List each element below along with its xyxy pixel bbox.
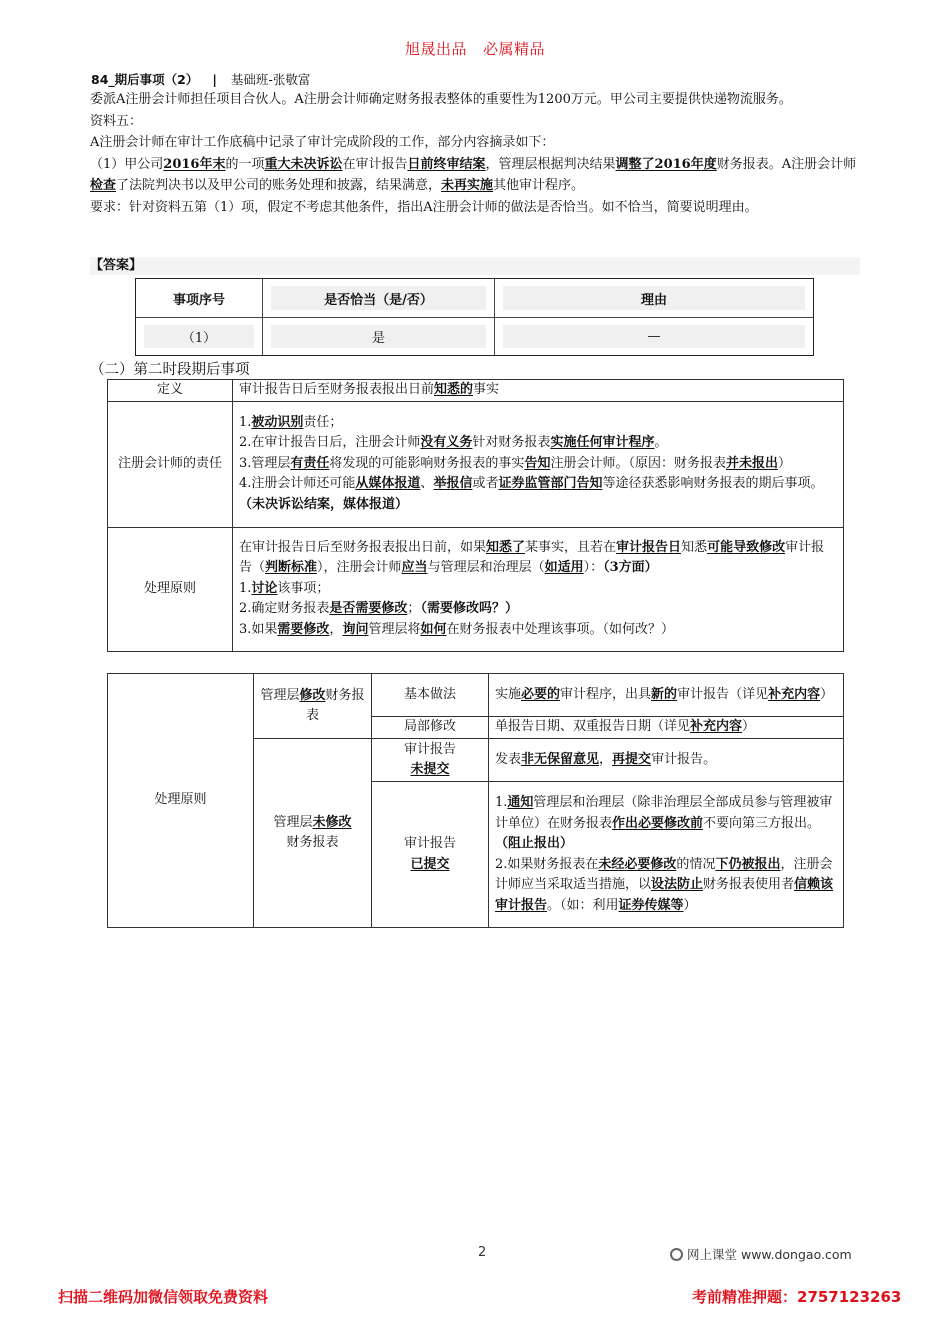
page-number: 2	[478, 1245, 487, 1260]
brand-logo-icon	[670, 1248, 683, 1261]
definition-label: 定义	[108, 380, 233, 402]
answer-header-reason: 理由	[495, 279, 813, 318]
paragraph-material-label: 资料五：	[90, 113, 143, 129]
basic-approach-label: 基本做法	[372, 674, 489, 717]
principle-label: 处理原则	[108, 527, 233, 651]
definition-text: 审计报告日后至财务报表报出日前知悉的事实	[233, 380, 844, 402]
report-not-submitted-text: 发表非无保留意见，再提交审计报告。	[489, 739, 844, 782]
answer-table	[135, 278, 814, 356]
modified-label: 管理层修改财务报表	[254, 674, 372, 739]
answer-cell-reason: —	[495, 318, 813, 355]
handling-principle-table	[107, 673, 844, 928]
handling-principle-label: 处理原则	[108, 674, 254, 928]
answer-header-appropriate: 是否恰当（是/否）	[263, 279, 495, 318]
lesson-title: 84_期后事项（2）	[91, 72, 199, 87]
section-title: （二）第二时段期后事项	[90, 362, 250, 378]
paragraph-intro: 委派A注册会计师担任项目合伙人。A注册会计师确定财务报表整体的重要性为1200万元。甲公司主要提供快递物流服务。	[90, 92, 792, 107]
paragraph-item-1: （1）甲公司2016年末的一项重大未决诉讼在审计报告日前终审结案，管理层根据判决结果调整了2016年度财务报表。A注册会计师检查了法院判决书以及甲公司的账务处理和披露，结果满意，未再实施其他审计程序。	[90, 156, 857, 194]
footer-brand	[670, 1245, 852, 1263]
partial-modification-label: 局部修改	[372, 717, 489, 739]
basic-approach-text: 实施必要的审计程序，出具新的审计报告（详见补充内容）	[489, 674, 844, 717]
partial-modification-text: 单报告日期、双重报告日期（详见补充内容）	[489, 717, 844, 739]
responsibility-text: 1.被动识别责任； 2.在审计报告日后，注册会计师没有义务针对财务报表实施任何审计程序。 3.管理层有责任将发现的可能影响财务报表的事实告知注册会计师。（原因：财务报表并未报出） 4.注册会计师还可能从媒体报道、举报信或者证券监管部门告知等途径获悉影响财务报表的期后事项。（未决诉讼结案，媒体报道）	[233, 401, 844, 527]
unmodified-label: 管理层未修改 财务报表	[254, 739, 372, 928]
question-text	[90, 89, 860, 219]
principle-text: 在审计报告日后至财务报表报出日前，如果知悉了某事实，且若在审计报告日知悉可能导致修改审计报告（判断标准），注册会计师应当与管理层和治理层（如适用）：（3方面） 1.讨论该事项； 2.确定财务报表是否需要修改；（需要修改吗？） 3.如果需要修改，询问管理层将如何在财务报表中处理该事项。（如何改？）	[233, 527, 844, 651]
report-submitted-label: 审计报告 已提交	[372, 782, 489, 928]
header-separator: |	[212, 72, 217, 87]
answer-cell-appropriate: 是	[263, 318, 495, 355]
second-period-table	[107, 379, 844, 652]
lesson-header	[91, 70, 310, 88]
answer-cell-item: （1）	[136, 318, 263, 355]
responsibility-label: 注册会计师的责任	[108, 401, 233, 527]
report-not-submitted-label: 审计报告 未提交	[372, 739, 489, 782]
top-banner	[0, 38, 950, 59]
footer-brand-text: 网上课堂 www.dongao.com	[687, 1247, 852, 1262]
footer-promo-right: 考前精准押题：2757123263	[692, 1288, 902, 1306]
answer-header-item: 事项序号	[136, 279, 263, 318]
report-submitted-text: 1.通知管理层和治理层（除非治理层全部成员参与管理被审计单位）在财务报表作出必要修改前不要向第三方报出。（阻止报出） 2.如果财务报表在未经必要修改的情况下仍被报出，注册会计师应当采取适当措施，以设法防止财务报表使用者信赖该审计报告。（如：利用证券传媒等）	[489, 782, 844, 928]
table-row	[108, 380, 844, 402]
banner-right: 必属精品	[483, 40, 546, 58]
paragraph-material-intro: A注册会计师在审计工作底稿中记录了审计完成阶段的工作，部分内容摘录如下：	[90, 135, 555, 151]
class-name: 基础班-张敬富	[230, 72, 311, 87]
paragraph-requirement: 要求：针对资料五第（1）项，假定不考虑其他条件，指出A注册会计师的做法是否恰当。如不恰当，简要说明理由。	[90, 199, 758, 215]
banner-left: 旭晟出品	[404, 40, 467, 58]
answer-label: 【答案】	[90, 257, 860, 275]
table-row	[108, 527, 844, 651]
footer-promo-left: 扫描二维码加微信领取免费资料	[58, 1288, 269, 1306]
table-row	[108, 674, 844, 717]
table-row	[108, 401, 844, 527]
